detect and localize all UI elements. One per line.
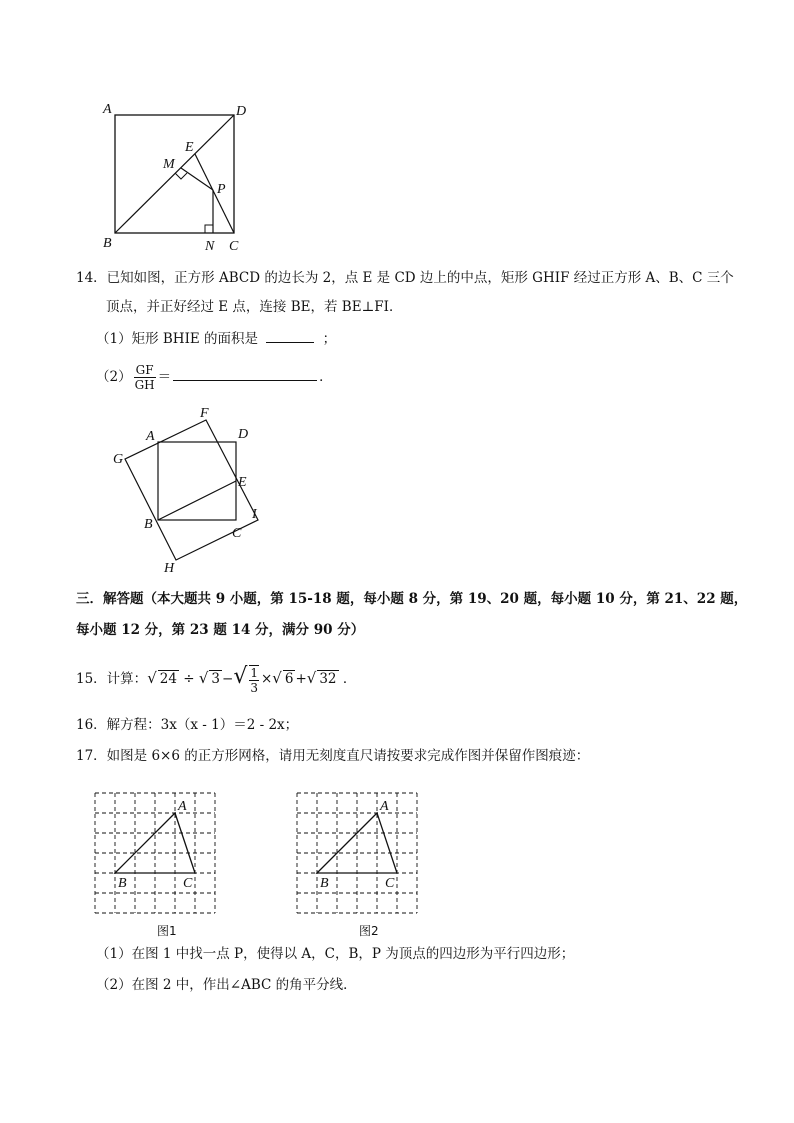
q15-times: × <box>260 671 273 687</box>
label-b: B <box>103 236 112 251</box>
label-a: A <box>103 102 112 117</box>
q15-frac-den: 3 <box>250 680 258 695</box>
q14-label-a: A <box>146 429 155 444</box>
q14-fraction <box>134 363 156 392</box>
fig2-label-a: A <box>380 799 389 814</box>
square-abcd-q14 <box>158 442 236 520</box>
q14-sub1-suffix: ； <box>322 331 337 347</box>
q15-end: ． <box>342 671 357 687</box>
q14-label-b: B <box>144 517 153 532</box>
q14-frac-num: GF <box>134 363 156 378</box>
sqrt-icon: √ <box>198 669 209 687</box>
q14-label-i: I <box>252 507 257 522</box>
q14-sub1 <box>96 328 336 349</box>
fig1-label-b: B <box>118 876 127 891</box>
q16-text: 16．解方程：3x（x - 1）＝2 - 2x； <box>76 717 299 733</box>
section3-line2: 每小题 12 分，第 23 题 14 分，满分 90 分） <box>76 622 365 638</box>
right-angle-n <box>205 225 213 233</box>
q14-sub2-prefix: （2） <box>96 369 132 385</box>
q14-label-f: F <box>200 406 209 421</box>
grid-figure-1 <box>94 792 220 940</box>
q14-answer-blank-1[interactable] <box>266 328 314 343</box>
sqrt-icon: √ <box>147 669 157 687</box>
q14-label-h: H <box>164 561 175 576</box>
q14-line2: 顶点，并正好经过 E 点，连接 BE，若 BE⊥FI． <box>106 299 403 315</box>
fig2-label-b: B <box>320 876 329 891</box>
q14-answer-blank-2[interactable] <box>173 366 317 381</box>
q14-sub2-suffix: ． <box>319 369 333 385</box>
q14-sub2-eq: ＝ <box>157 369 172 385</box>
q17-sub2: （2）在图 2 中，作出∠ABC 的角平分线． <box>96 977 357 993</box>
q14-label-g: G <box>113 452 124 467</box>
q15-prefix: 15．计算： <box>76 671 148 687</box>
q14-label-c: C <box>232 526 242 541</box>
q14-sub2 <box>96 360 333 394</box>
sqrt-icon: √ <box>306 669 317 687</box>
label-c: C <box>229 239 239 254</box>
right-angle-m <box>175 173 187 179</box>
q15-minus: − <box>222 671 234 687</box>
q15-div: ÷ <box>183 671 195 687</box>
q15-frac-num: 1 <box>250 665 258 680</box>
q15-radicand-2: 3 <box>211 671 220 687</box>
label-d: D <box>236 104 247 119</box>
segment-be <box>158 481 236 520</box>
sqrt-icon: √ <box>272 669 282 687</box>
fig1-caption: 图1 <box>157 924 177 938</box>
q15-plus: + <box>295 671 307 687</box>
q15-radicand-1: 24 <box>159 671 177 687</box>
figure-square-abcd <box>95 95 255 257</box>
fig1-label-a: A <box>178 799 187 814</box>
q15-fraction <box>249 665 259 695</box>
label-e: E <box>185 140 194 155</box>
q15-expression <box>76 660 356 696</box>
q17-text: 17．如图是 6×6 的正方形网格，请用无刻度直尺请按要求完成作图并保留作图痕迹： <box>76 748 590 764</box>
q15-radicand-4: 32 <box>319 671 337 687</box>
grid-figure-2 <box>296 792 422 940</box>
figure-rectangle-ghif <box>110 400 280 578</box>
label-m: M <box>163 157 175 172</box>
q15-radicand-3: 6 <box>284 671 294 687</box>
q17-sub1: （1）在图 1 中找一点 P，使得以 A，C，B，P 为顶点的四边形为平行四边形； <box>96 946 575 962</box>
diagonal-bd <box>115 115 234 233</box>
q14-label-e: E <box>238 475 247 490</box>
segment-mp <box>181 168 213 190</box>
q14-frac-den: GH <box>134 378 155 392</box>
q14-sub1-prefix: （1）矩形 BHIE 的面积是 <box>96 331 259 347</box>
fig2-caption: 图2 <box>359 924 379 938</box>
fig2-label-c: C <box>385 876 395 891</box>
section3-line1: 三．解答题（本大题共 9 小题，第 15-18 题，每小题 8 分，第 19、20 题，每小题 10 分，第 21、22 题， <box>76 591 748 607</box>
fig1-label-c: C <box>183 876 193 891</box>
q14-line1: 14．已知如图，正方形 ABCD 的边长为 2，点 E 是 CD 边上的中点，矩形 GHIF 经过正方形 A、B、C 三个 <box>76 270 734 286</box>
sqrt-icon: √ <box>233 664 248 689</box>
q14-label-d: D <box>238 427 249 442</box>
segment-ec <box>195 154 234 233</box>
label-p: P <box>217 182 226 197</box>
label-n: N <box>205 239 215 254</box>
